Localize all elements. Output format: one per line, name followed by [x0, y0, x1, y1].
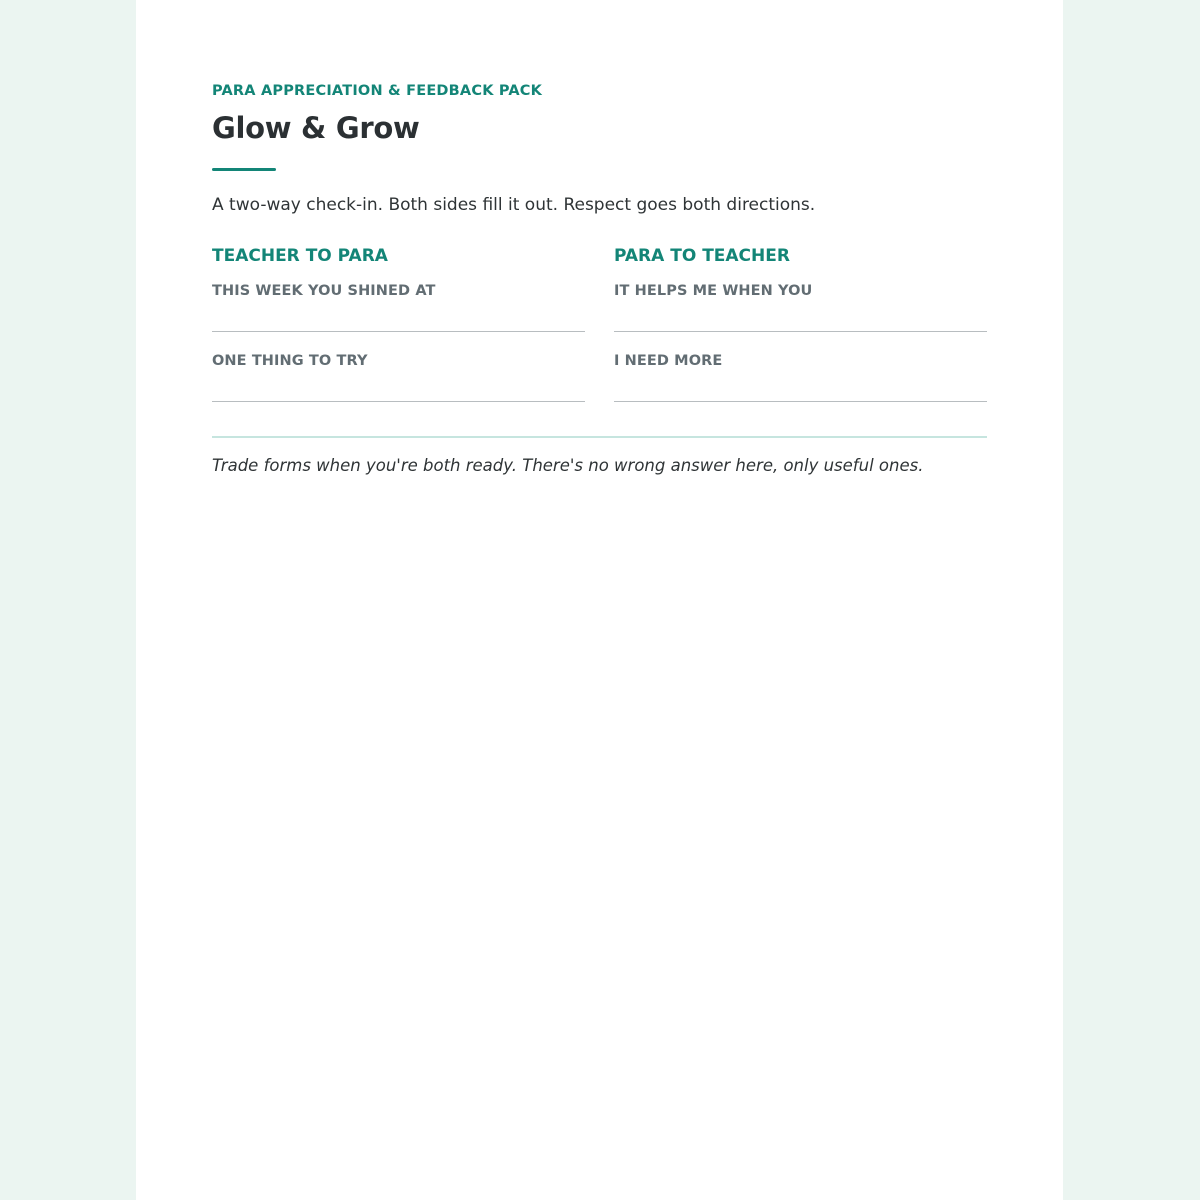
page-title: Glow & Grow: [212, 111, 420, 145]
write-in-line[interactable]: [614, 331, 987, 332]
worksheet-page: [136, 0, 1063, 1200]
field-label: ONE THING TO TRY: [212, 353, 368, 369]
form-field: [614, 337, 987, 407]
column-heading: PARA TO TEACHER: [614, 246, 790, 266]
form-field: [212, 267, 585, 337]
para-to-teacher-column: [614, 245, 987, 407]
write-in-line[interactable]: [212, 401, 585, 402]
title-accent-rule: [212, 168, 276, 171]
field-label: IT HELPS ME WHEN YOU: [614, 283, 813, 299]
field-label: THIS WEEK YOU SHINED AT: [212, 283, 436, 299]
footer-note: Trade forms when you're both ready. There's no wrong answer here, only useful ones.: [212, 456, 924, 475]
pack-eyebrow: PARA APPRECIATION & FEEDBACK PACK: [212, 83, 543, 99]
form-field: [212, 337, 585, 407]
form-field: [614, 267, 987, 337]
intro-text: A two-way check-in. Both sides fill it out. Respect goes both directions.: [212, 195, 816, 215]
section-divider: [212, 436, 987, 438]
teacher-to-para-column: [212, 245, 585, 407]
write-in-line[interactable]: [212, 331, 585, 332]
column-heading: TEACHER TO PARA: [212, 246, 388, 266]
field-label: I NEED MORE: [614, 353, 723, 369]
write-in-line[interactable]: [614, 401, 987, 402]
